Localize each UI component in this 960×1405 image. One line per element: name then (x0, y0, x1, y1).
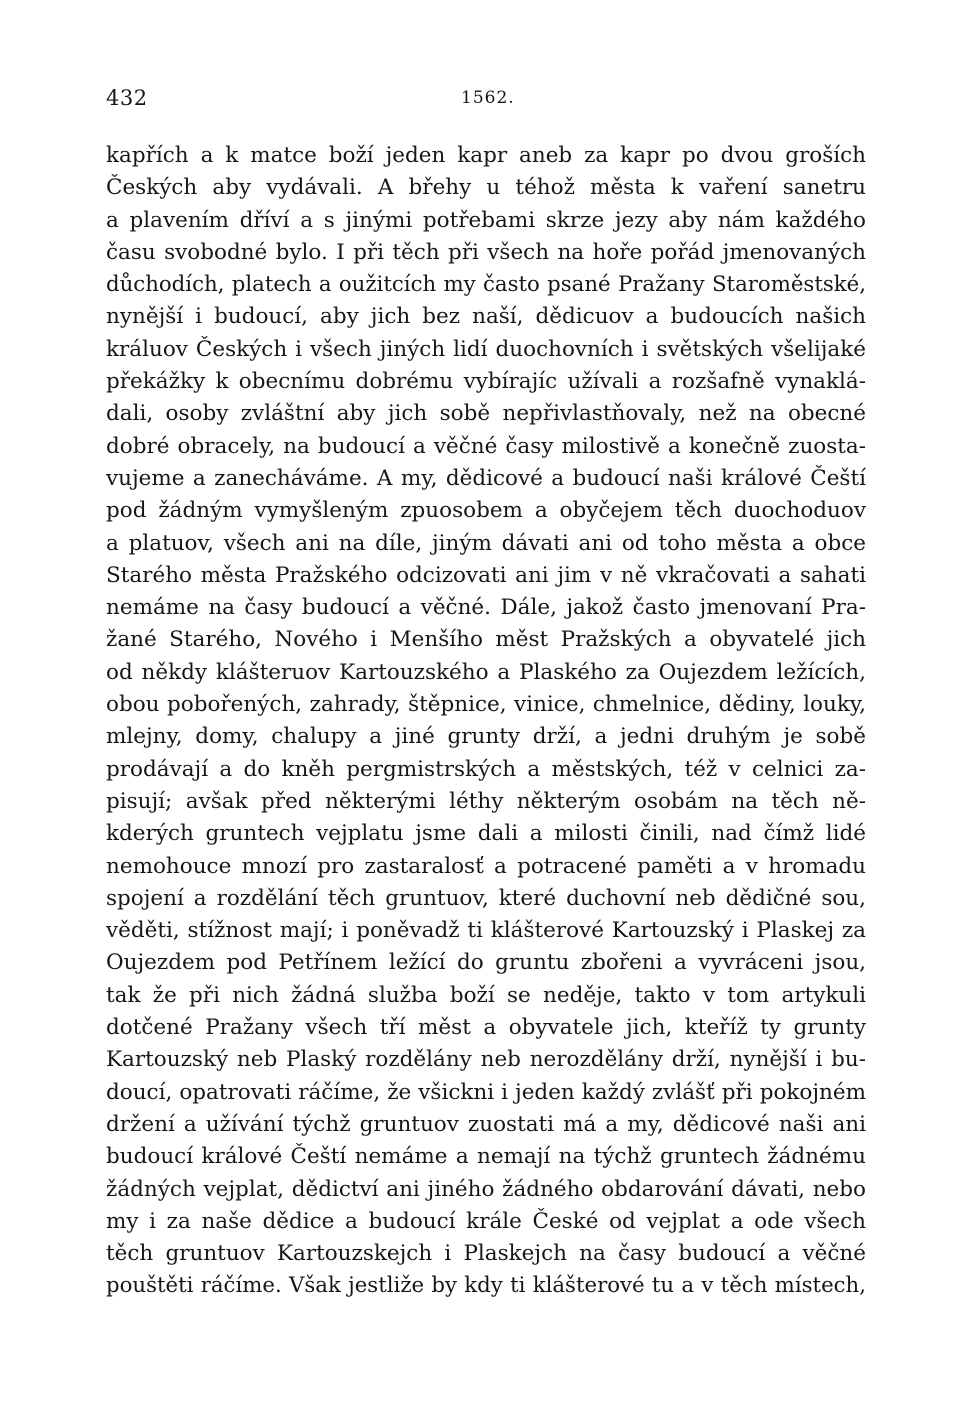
text-line: a platuov, všech ani na díle, jiným dávati ani od toho města a obce (106, 530, 866, 556)
text-line: mlejny, domy, chalupy a jiné grunty drží, a jedni druhým je sobě (106, 724, 866, 750)
text-line: držení a užívání týchž gruntuov zuostati má a my, dědicové naši ani (106, 1111, 866, 1137)
text-line: dali, osoby zvláštní aby jich sobě nepřivlastňovaly, než na obecné (106, 401, 866, 427)
text-line: těch gruntuov Kartouzskejch i Plaskejch na časy budoucí a věčné (106, 1241, 866, 1267)
text-line: králuov Českých i všech jiných lidí duochovních i světských všelijaké (106, 336, 866, 362)
text-line: dotčené Pražany všech tří měst a obyvatele jich, kteříž ty grunty (106, 1015, 866, 1041)
text-line: nynější i budoucí, aby jich bez naší, dědicuov a budoucích našich (106, 304, 866, 330)
text-line: Starého města Pražského odcizovati ani jim v ně vkračovati a sahati (106, 562, 866, 588)
text-line: Kartouzský neb Plaský rozdělány neb nerozdělány drží, nynější i bu- (106, 1047, 866, 1073)
text-line: od někdy klášteruov Kartouzského a Plaského za Oujezdem ležících, (106, 659, 866, 685)
page-number: 432 (106, 86, 148, 110)
text-line: tak že při nich žádná služba boží se neděje, takto v tom artykuli (106, 982, 866, 1008)
text-line: času svobodné bylo. I při těch při všech na hoře pořád jmenovaných (106, 239, 866, 265)
text-line: Českých aby vydávali. A břehy u téhož města k vaření sanetru (106, 175, 866, 201)
text-line: důchodích, platech a oužitcích my často psané Pražany Staroměstské, (106, 272, 866, 298)
text-line: překážky k obecnímu dobrému vybírajíc užívali a rozšafně vynaklá- (106, 369, 866, 395)
text-line: obou pobořených, zahrady, štěpnice, vinice, chmelnice, dědiny, louky, (106, 692, 866, 718)
text-line: pisují; avšak před některými léthy některým osobám na těch ně- (106, 788, 866, 814)
page-header (106, 86, 866, 116)
body-text (106, 140, 866, 1303)
text-line: pod žádným vymyšleným zpuosobem a obyčejem těch duochoduov (106, 498, 866, 524)
text-line: budoucí králové Čeští nemáme a nemají na týchž gruntech žádnému (106, 1144, 866, 1170)
text-line: Oujezdem pod Petřínem ležící do gruntu zbořeni a vyvráceni jsou, (106, 950, 866, 976)
text-line: žádných vejplat, dědictví ani jiného žádného obdarování dávati, nebo (106, 1176, 866, 1202)
text-line: vujeme a zanecháváme. A my, dědicové a budoucí naši králové Čeští (106, 465, 866, 491)
text-line: nemáme na časy budoucí a věčné. Dále, jakož často jmenovaní Pra- (106, 595, 866, 621)
text-line: nemohouce mnozí pro zastaralosť a potracené paměti a v hromadu (106, 853, 866, 879)
running-head-year: 1562. (461, 88, 515, 108)
text-line: pouštěti ráčíme. Však jestliže by kdy ti klášterové tu a v těch místech, (106, 1273, 866, 1299)
text-line: žané Starého, Nového i Menšího měst Pražských a obyvatelé jich (106, 627, 866, 653)
text-line: věděti, stížnost mají; i poněvadž ti klášterové Kartouzský i Plaskej za (106, 918, 866, 944)
text-line: spojení a rozdělání těch gruntuov, které duchovní neb dědičné sou, (106, 885, 866, 911)
text-line: a plavením dříví a s jinými potřebami skrze jezy aby nám každého (106, 207, 866, 233)
text-line: doucí, opatrovati ráčíme, že všickni i jeden každý zvlášť při pokojném (106, 1079, 866, 1105)
text-line: prodávají a do kněh pergmistrských a městských, též v celnici za- (106, 756, 866, 782)
text-line: kapřích a k matce boží jeden kapr aneb za kapr po dvou groších (106, 143, 866, 168)
text-line: my i za naše dědice a budoucí krále České od vejplat a ode všech (106, 1208, 866, 1234)
text-line: kderých gruntech vejplatu jsme dali a milosti činili, nad čímž lidé (106, 821, 866, 847)
text-line: dobré obracely, na budoucí a věčné časy milostivě a konečně zuosta- (106, 433, 866, 459)
